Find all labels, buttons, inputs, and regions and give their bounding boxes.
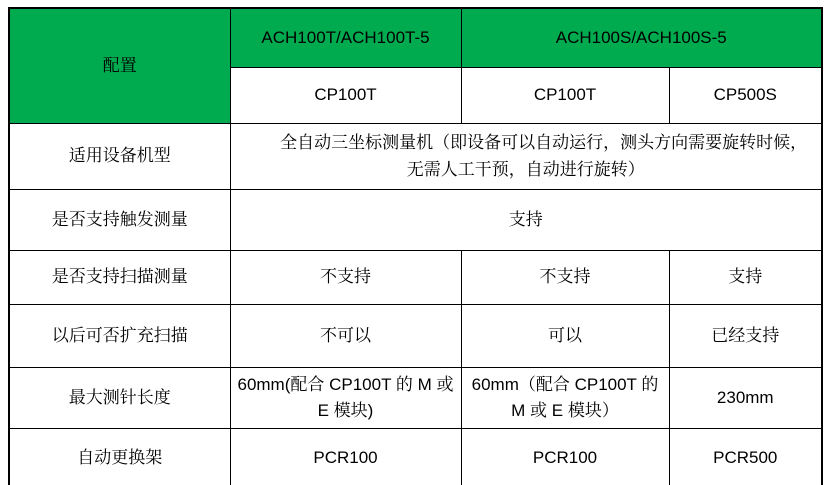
row-label-touch-trigger: 是否支持触发测量 (9, 190, 230, 251)
value-scanning-cp500s: 支持 (669, 251, 822, 305)
row-label-max-stylus-length: 最大测针长度 (9, 368, 230, 429)
row-label-machine-type: 适用设备机型 (9, 124, 230, 190)
config-comparison-table (8, 7, 823, 485)
value-rack-cp100t: PCR100 (461, 429, 669, 485)
value-stylus-cp500s: 230mm (669, 368, 822, 429)
value-upgrade-cp100t: 可以 (461, 305, 669, 368)
value-machine-type: 全自动三坐标测量机（即设备可以自动运行，测头方向需要旋转时候，无需人工干预，自动进行旋转） (230, 124, 822, 190)
value-stylus-cp100t: 60mm（配合 CP100T 的 M 或 E 模块） (461, 368, 669, 429)
sub-header-cp500s: CP500S (669, 68, 822, 124)
row-label-auto-change-rack: 自动更换架 (9, 429, 230, 485)
row-label-scanning: 是否支持扫描测量 (9, 251, 230, 305)
value-rack-ach100t: PCR100 (230, 429, 461, 485)
group-header-ach100s: ACH100S/ACH100S-5 (461, 8, 822, 68)
corner-header-cell: 配置 (9, 8, 230, 124)
value-scanning-cp100t: 不支持 (461, 251, 669, 305)
value-upgrade-cp500s: 已经支持 (669, 305, 822, 368)
value-upgrade-ach100t: 不可以 (230, 305, 461, 368)
sub-header-cp100t-1: CP100T (230, 68, 461, 124)
value-stylus-ach100t: 60mm(配合 CP100T 的 M 或 E 模块) (230, 368, 461, 429)
group-header-ach100t: ACH100T/ACH100T-5 (230, 8, 461, 68)
value-scanning-ach100t: 不支持 (230, 251, 461, 305)
sub-header-cp100t-2: CP100T (461, 68, 669, 124)
row-label-scan-upgrade: 以后可否扩充扫描 (9, 305, 230, 368)
value-touch-trigger: 支持 (230, 190, 822, 251)
value-rack-cp500s: PCR500 (669, 429, 822, 485)
